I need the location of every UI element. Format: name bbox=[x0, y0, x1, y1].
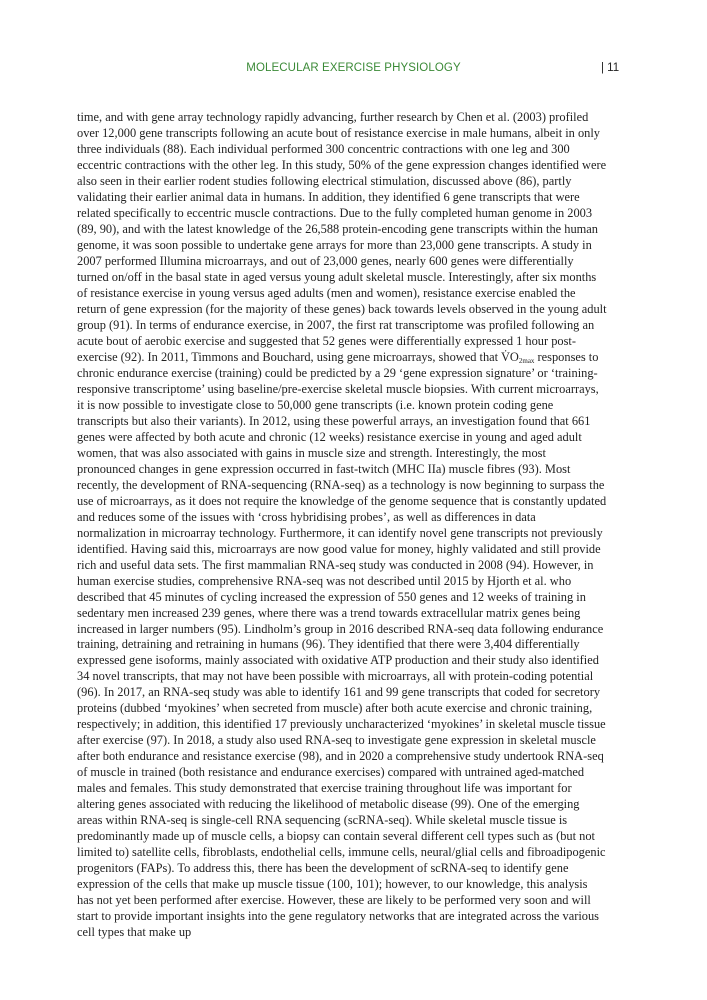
running-title: MOLECULAR EXERCISE PHYSIOLOGY bbox=[246, 62, 461, 74]
paragraph-text-part-1: time, and with gene array technology rapidly advancing, further research by Chen et al. (2003) profiled over 12,000 gene transcripts following an acute bout of resistance exercise in male humans, albeit in only three individuals (88). Each individual performed 300 concentric contractions with one leg and 300 eccentric contractions with the other leg. In this study, 50% of the gene expression changes identified were also seen in their earlier rodent studies following electrical stimulation, discussed above (86), partly validating their earlier animal data in humans. In addition, they identified 6 gene transcripts that were related specifically to eccentric muscle contractions. Due to the fully completed human genome in 2003 (89, 90), and with the latest knowledge of the 26,588 protein-encoding gene transcripts within the human genome, it was soon possible to undertake gene arrays for more than 23,000 gene transcripts. A study in 2007 performed Illumina microarrays, and out of 23,000 genes, nearly 600 genes were differentially turned on/off in the basal state in aged versus young adult skeletal muscle. Interestingly, after six months of resistance exercise in young versus aged adults (men and women), resistance exercise enabled the return of gene expression (for the majority of these genes) back towards levels observed in the young adult group (91). In terms of endurance exercise, in 2007, the first rat transcriptome was profiled following an acute bout of aerobic exercise and suggested that 52 genes were differentially expressed 1 hour post-exercise (92). In 2011, Timmons and Bouchard, using gene microarrays, showed that bbox=[77, 110, 607, 364]
paragraph-text-part-2: responses to chronic endurance exercise (training) could be predicted by a 29 ‘gene expression signature’ or ‘training-responsive transcriptome’ using baseline/pre-exercise skeletal muscle biopsies. With current microarrays, it is now possible to investigate close to 50,000 gene transcripts (i.e. known protein coding gene transcripts but also their variants). In 2012, using these powerful arrays, an investigation found that 661 genes were affected by both acute and chronic (12 weeks) resistance exercise in young and aged adult women, that was also associated with gains in muscle size and strength. Interestingly, the most pronounced changes in gene expression occurred in fast-twitch (MHC IIa) muscle fibres (93). Most recently, the development of RNA-sequencing (RNA-seq) as a technology is now beginning to surpass the use of microarrays, as it does not require the knowledge of the genome sequence that is constantly updated and reduces some of the issues with ‘cross hybridising probes’, as well as differences in data normalization in microarray technology. Furthermore, it can identify novel gene transcripts not previously identified. Having said this, microarrays are now good value for money, highly validated and still provide rich and useful data sets. The first mammalian RNA-seq study was conducted in 2008 (94). However, in human exercise studies, comprehensive RNA-seq was not described until 2015 by Hjorth et al. who described that 45 minutes of cycling increased the expression of 550 genes and 12 weeks of training in sedentary men increased 239 genes, where there was a trend towards extracellular matrix genes being increased in larger numbers (95). Lindholm’s group in 2016 described RNA-seq data following endurance training, detraining and retraining in humans (96). They identified that there were 3,404 differentially expressed gene isoforms, mainly associated with oxidative ATP production and their study also identified 34 novel transcripts, that may not have been possible with microarrays, all with protein-coding potential (96). In 2017, an RNA-seq study was able to identify 161 and 99 gene transcripts that coded for secretory proteins (dubbed ‘myokines’ when secreted from muscle) after both acute exercise and chronic training, respectively; in addition, this identified 17 previously uncharacterized ‘myokines’ in skeletal muscle tissue after exercise (97). In 2018, a study also used RNA-seq to investigate gene expression in skeletal muscle after both endurance and resistance exercise (98), and in 2020 a comprehensive study undertook RNA-seq of muscle in trained (both resistance and endurance exercises) compared with untrained aged-matched males and females. This study demonstrated that exercise training throughout life was important for altering genes associated with reducing the likelihood of metabolic disease (99). One of the emerging areas within RNA-seq is single-cell RNA sequencing (scRNA-seq). While skeletal muscle tissue is predominantly made up of muscle cells, a biopsy can contain several different cell types such as (but not limited to) satellite cells, fibroblasts, endothelial cells, immune cells, neural/glial cells and fibroadipogenic progenitors (FAPs). To address this, there has been the development of scRNA-seq to identify gene expression of the cells that make up muscle tissue (100, 101); however, to our knowledge, this analysis has not yet been performed after exercise. However, these are likely to be performed very soon and will start to provide important insights into the gene regulatory networks that are integrated across the various cell types that make up bbox=[77, 349, 607, 940]
page-number: | 11 bbox=[601, 62, 620, 74]
body-paragraph bbox=[77, 110, 607, 941]
vo2-subscript: 2max bbox=[518, 356, 535, 365]
page-header bbox=[0, 0, 707, 90]
vo2-main: V̇O bbox=[500, 349, 519, 364]
vo2max-symbol bbox=[501, 350, 534, 364]
